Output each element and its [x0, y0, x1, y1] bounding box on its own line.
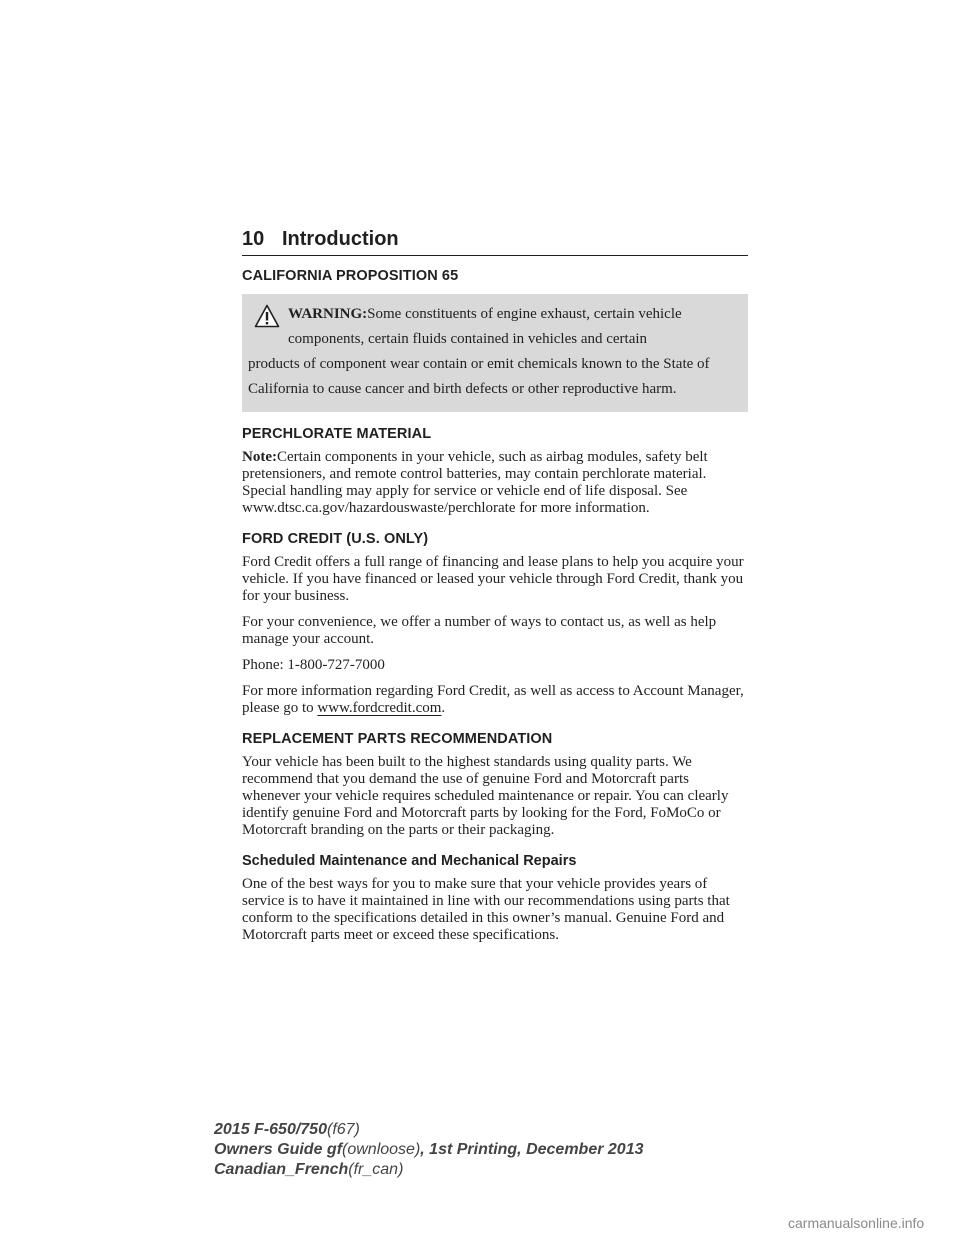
footer-guide-code: (ownloose) — [342, 1141, 421, 1158]
footer-line-2 — [214, 1140, 643, 1160]
ford-credit-heading: FORD CREDIT (U.S. ONLY) — [242, 531, 429, 547]
footer-model-code: (f67) — [326, 1121, 360, 1138]
scheduled-para-1: One of the best ways for you to make sure that your vehicle provides years of service is to have it maintained in line with our recommendations using parts that conform to the specifications detailed in this owner’s manual. Genuine Ford and Motorcraft parts meet or exceed these specifications. — [242, 876, 730, 943]
page-number: 10 — [242, 228, 265, 250]
footer-line-3 — [214, 1160, 643, 1180]
warning-rest: products of component wear contain or emit chemicals known to the State of California to cause cancer and birth defects or other reproductive harm. — [248, 356, 710, 397]
scheduled-heading: Scheduled Maintenance and Mechanical Repairs — [242, 853, 577, 869]
footer-printing: , 1st Printing, December 2013 — [420, 1141, 644, 1158]
page-header — [242, 228, 748, 256]
ford-credit-para-3-end: . — [441, 700, 446, 716]
footer-language-code: (fr_can) — [348, 1161, 404, 1178]
footer-model: 2015 F-650/750 — [214, 1121, 327, 1138]
ford-credit-para-3-text: For more information regarding Ford Credit, as well as access to Account Manager, please go to — [242, 683, 744, 716]
replacement-heading: REPLACEMENT PARTS RECOMMENDATION — [242, 731, 553, 747]
chapter-title: Introduction — [282, 228, 399, 250]
print-footer — [214, 1120, 643, 1180]
warning-line-2: components, certain fluids contained in vehicles and certain — [288, 331, 648, 347]
warning-label: WARNING: — [288, 306, 368, 322]
warning-line-1: Some constituents of engine exhaust, certain vehicle — [367, 306, 682, 322]
note-text: Certain components in your vehicle, such as airbag modules, safety belt pretensioners, and remote control batteries, may contain perchlorate material. Special handling may apply for service or vehicle end of life disposal. See www.dtsc.ca.gov/hazardouswaste/perchlorate for more information. — [242, 449, 708, 516]
footer-line-1 — [214, 1120, 643, 1140]
prop65-heading: CALIFORNIA PROPOSITION 65 — [242, 268, 459, 284]
warning-first-lines — [248, 302, 742, 352]
perchlorate-note — [242, 449, 748, 517]
replacement-para-1: Your vehicle has been built to the highest standards using quality parts. We recommend that you demand the use of genuine Ford and Motorcraft parts whenever your vehicle requires scheduled maintenance or repair. You can clearly identify genuine Ford and Motorcraft parts by looking for the Ford, FoMoCo or Motorcraft branding on the parts or their packaging. — [242, 754, 729, 838]
warning-triangle-icon — [254, 304, 280, 328]
warning-box — [242, 294, 748, 412]
ford-credit-para-3 — [242, 683, 748, 717]
ford-credit-para-1: Ford Credit offers a full range of financing and lease plans to help you acquire your vehicle. If you have financed or leased your vehicle through Ford Credit, thank you for your business. — [242, 554, 744, 604]
ford-credit-para-2: For your convenience, we offer a number of ways to contact us, as well as help manage your account. — [242, 614, 717, 647]
ford-credit-phone: Phone: 1-800-727-7000 — [242, 657, 385, 673]
manual-page — [242, 228, 748, 944]
site-watermark: carmanualsonline.info — [788, 1215, 925, 1231]
footer-guide: Owners Guide gf — [214, 1141, 343, 1158]
ford-credit-link[interactable]: www.fordcredit.com — [317, 700, 442, 716]
perchlorate-heading: PERCHLORATE MATERIAL — [242, 426, 432, 442]
note-label: Note: — [242, 449, 277, 465]
footer-language: Canadian_French — [214, 1161, 349, 1178]
